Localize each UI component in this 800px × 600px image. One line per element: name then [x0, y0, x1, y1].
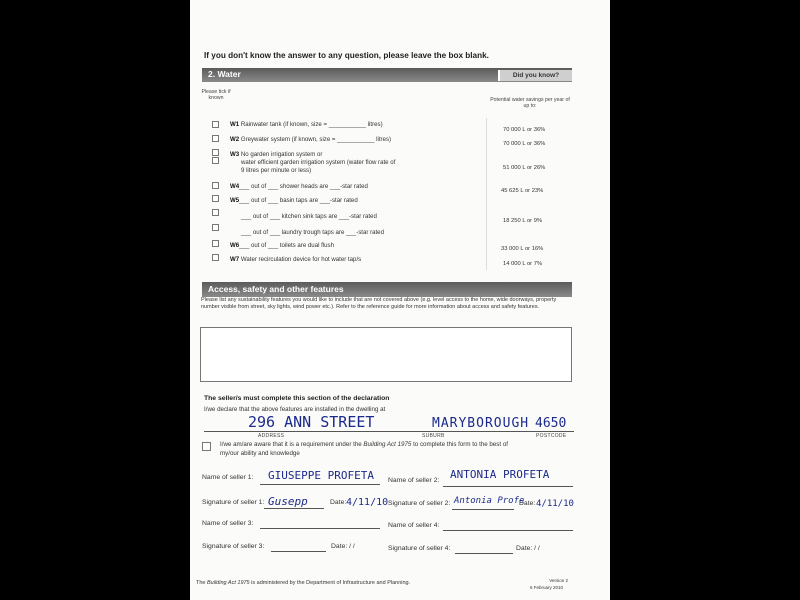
seller1-name-line[interactable] — [260, 484, 380, 485]
row-text: Greywater system (if known, size = ___________ litres) — [240, 136, 392, 143]
seller2-date-hw: 4/11/10 — [536, 499, 574, 509]
w5-kitchen-checkbox[interactable] — [212, 209, 219, 216]
postcode-handwritten: 4650 — [535, 416, 567, 431]
declaration-heading: The seller/s must complete this section of the declaration — [204, 395, 390, 402]
access-description: Please list any sustainability features you would like to include that are not covered above (e.g. level access to the home, wide doorways, property number visible from street, sky lights, wind power etc.). Refer to the reference guide for more information about access and safety features. — [201, 297, 557, 310]
seller3-signature-label: Signature of seller 3: — [202, 543, 265, 550]
row-text: Water recirculation device for hot water tap/s — [240, 256, 362, 263]
row-text: No garden irrigation system or — [240, 151, 323, 158]
postcode-label: POSTCODE — [536, 433, 567, 439]
seller2-name-line[interactable] — [443, 486, 573, 487]
w3-row-cont: water efficient garden irrigation system (water flow rate of — [241, 159, 396, 166]
declaration-checkbox[interactable] — [202, 442, 211, 451]
footer-date: 6 February 2010 — [530, 585, 564, 590]
please-tick-label: Please tick if known — [201, 89, 231, 101]
address-underline — [204, 431, 574, 432]
w5-laundry-checkbox[interactable] — [212, 224, 219, 231]
seller3-name-line[interactable] — [260, 528, 380, 529]
w3a-checkbox[interactable] — [212, 149, 219, 156]
address-handwritten: 296 ANN STREET — [248, 413, 375, 431]
savings-header: Potential water savings per year of up to: — [490, 97, 570, 109]
seller2-signature-label: Signature of seller 2: — [388, 500, 451, 507]
address-label: ADDRESS — [258, 433, 285, 439]
seller1-date-label: Date: — [330, 499, 347, 506]
water-section-header — [202, 68, 572, 82]
w3-saving: 51 000 L or 26% — [503, 165, 546, 171]
w4-saving: 45 625 L or 23% — [501, 188, 544, 194]
w6-saving: 33 000 L or 16% — [501, 246, 544, 252]
aware-text-2: to complete this form to the best of — [411, 441, 508, 448]
seller3-date-label: Date: / / — [331, 543, 355, 550]
w5-kitchen-row: ___ out of ___ kitchen sink taps are ___-star rated — [241, 213, 377, 220]
intro-text: If you don't know the answer to any question, please leave the box blank. — [204, 51, 489, 60]
water-section-title: 2. Water — [208, 69, 241, 79]
seller4-name-label: Name of seller 4: — [388, 522, 440, 529]
w4-checkbox[interactable] — [212, 182, 219, 189]
savings-column-divider — [486, 118, 487, 270]
seller2-name-hw: ANTONIA PROFETA — [450, 468, 550, 481]
seller1-date-hw: 4/11/10 — [346, 497, 389, 508]
aware-act: Building Act 1975 — [363, 441, 412, 448]
aware-text-1: I/we am/are aware that it is a requirement under the — [220, 441, 364, 448]
w5-laundry-row: ___ out of ___ laundry trough taps are ___-star rated — [241, 229, 384, 236]
access-section-header — [202, 282, 572, 297]
w7-checkbox[interactable] — [212, 254, 219, 261]
row-code: W6 — [230, 242, 240, 249]
w5-saving: 18 250 L or 9% — [503, 218, 543, 224]
row-code: W3 — [230, 151, 240, 158]
seller4-signature-label: Signature of seller 4: — [388, 545, 451, 552]
declaration-line: I/we declare that the above features are installed in the dwelling at — [204, 406, 386, 413]
w2-row — [230, 136, 391, 144]
row-text: ___ out of ___ basin taps are ___-star rated — [239, 197, 358, 204]
w5-checkbox[interactable] — [212, 195, 219, 202]
form-page — [190, 0, 610, 600]
w2-saving: 70 000 L or 36% — [503, 141, 546, 147]
access-section-title: Access, safety and other features — [208, 284, 344, 294]
footer-post: is administered by the Department of Infrastructure and Planning. — [249, 580, 411, 586]
row-text: ___ out of ___ toilets are dual flush — [239, 242, 334, 249]
w4-row — [230, 183, 368, 191]
seller1-signature-line[interactable] — [264, 508, 324, 509]
footer-version: Version 2 — [549, 578, 568, 583]
row-code: W2 — [230, 136, 240, 143]
seller1-signature-label: Signature of seller 1: — [202, 499, 265, 506]
w6-checkbox[interactable] — [212, 240, 219, 247]
seller3-name-label: Name of seller 3: — [202, 520, 254, 527]
w1-checkbox[interactable] — [212, 121, 219, 128]
seller2-signature-line[interactable] — [452, 509, 514, 510]
seller2-name-label: Name of seller 2: — [388, 477, 440, 484]
w5-row — [230, 197, 358, 205]
row-code: W7 — [230, 256, 240, 263]
seller1-signature-hw: Gusepp — [268, 495, 308, 508]
row-text: Rainwater tank (if known, size = ___________ litres) — [240, 121, 383, 128]
aware-line-2: my/our ability and knowledge — [220, 450, 300, 457]
w2-checkbox[interactable] — [212, 135, 219, 142]
row-code: W4 — [230, 183, 240, 190]
w3-row-cont2: 9 litres per minute or less) — [241, 167, 312, 174]
w7-row — [230, 256, 361, 264]
seller4-date-label: Date: / / — [516, 545, 540, 552]
w3-row — [230, 151, 322, 159]
seller2-date-label: Date: — [519, 500, 536, 507]
w1-row — [230, 121, 383, 129]
footer-text — [196, 580, 410, 586]
seller1-name-label: Name of seller 1: — [202, 474, 254, 481]
seller4-signature-line[interactable] — [455, 553, 513, 554]
w3b-checkbox[interactable] — [212, 157, 219, 164]
footer-pre: The — [196, 580, 208, 586]
seller2-signature-hw: Antonia Profe — [454, 496, 525, 506]
suburb-handwritten: MARYBOROUGH — [432, 416, 530, 431]
aware-line — [220, 441, 508, 448]
seller3-signature-line[interactable] — [271, 551, 326, 552]
seller4-name-line[interactable] — [443, 530, 573, 531]
did-you-know-tab: Did you know? — [498, 70, 572, 81]
row-code: W5 — [230, 197, 240, 204]
w1-saving: 70 000 L or 36% — [503, 127, 546, 133]
access-features-textbox[interactable] — [200, 327, 572, 382]
seller1-name-hw: GIUSEPPE PROFETA — [268, 469, 374, 482]
row-text: ___ out of ___ shower heads are ___-star rated — [239, 183, 368, 190]
suburb-label: SUBURB — [422, 433, 445, 439]
row-code: W1 — [230, 121, 240, 128]
w7-saving: 14 000 L or 7% — [503, 261, 543, 267]
footer-act: Building Act 1975 — [207, 580, 250, 586]
w6-row — [230, 242, 334, 250]
